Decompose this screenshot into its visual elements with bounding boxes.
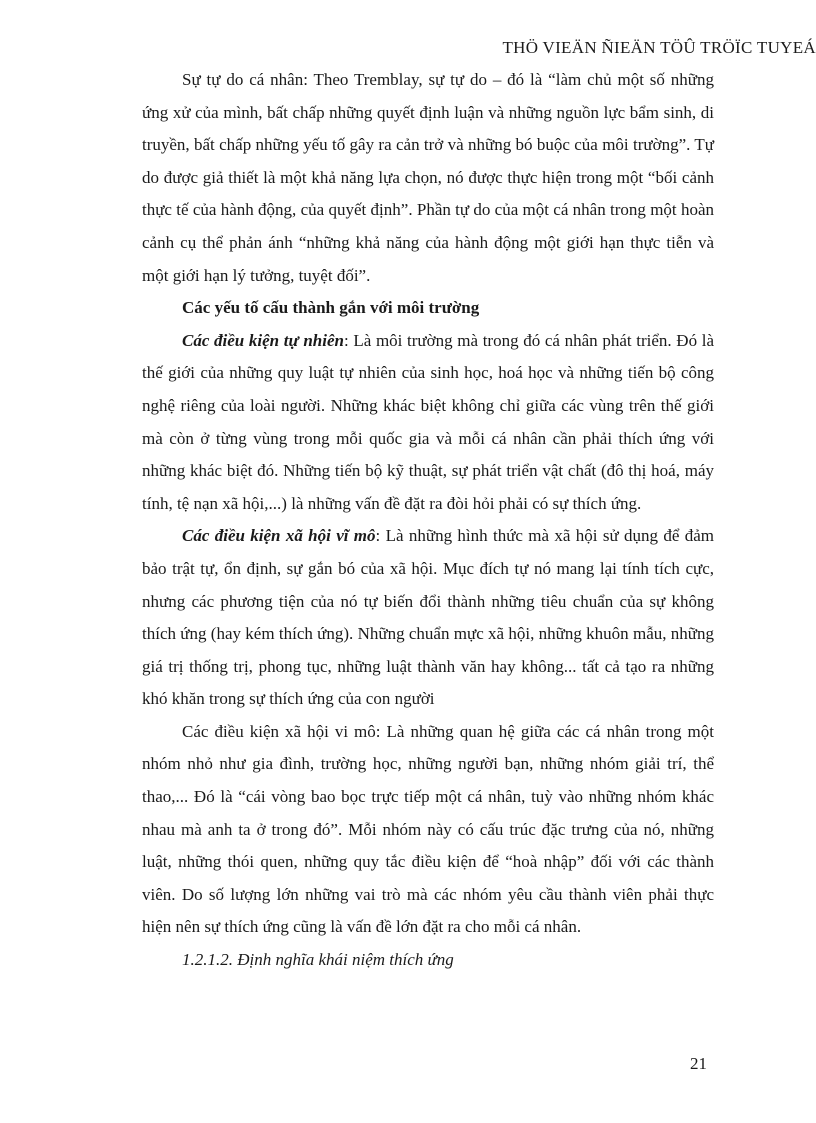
page-number: 21 xyxy=(690,1054,707,1073)
paragraph-natural-conditions xyxy=(142,325,714,521)
text-natural-conditions: : Là môi trường mà trong đó cá nhân phát triển. Đó là thế giới của những quy luật tự nhiên của sinh học, hoá học và những tiến bộ công nghệ riêng của loài người. Những khác biệt không chỉ giữa các vùng trên thế giới mà còn ở từng vùng trong mỗi quốc gia và mỗi cá nhân cần phải thích ứng với những khác biệt đó. Những tiến bộ kỹ thuật, sự phát triển vật chất (đô thị hoá, máy tính, tệ nạn xã hội,...) là những vấn đề đặt ra đòi hỏi phải có sự thích ứng. xyxy=(142,330,714,513)
paragraph-macro-social-conditions xyxy=(142,520,714,716)
running-header: THÖ VIEÄN ÑIEÄN TÖÛ TRÖÏC TUYEÁ xyxy=(502,38,816,57)
paragraph-personal-freedom: Sự tự do cá nhân: Theo Tremblay, sự tự do – đó là “làm chủ một số những ứng xử của mình, bất chấp những quyết định luận và những nguồn lực bẩm sinh, di truyền, bất chấp những yếu tố gây ra cản trở và những bó buộc của môi trường”. Tự do được giả thiết là một khả năng lựa chọn, nó được thực hiện trong một “bối cảnh thực tế của hành động, của quyết định”. Phần tự do của một cá nhân trong một hoàn cảnh cụ thể phản ánh “những khả năng của hành động một giới hạn thực tiễn và một giới hạn lý tưởng, tuyệt đối”. xyxy=(142,70,714,285)
section-heading: Các yếu tố cấu thành gắn với môi trường xyxy=(182,298,480,318)
text-macro-social-conditions: : Là những hình thức mà xã hội sử dụng để đảm bảo trật tự, ổn định, sự gắn bó của xã hội. Mục đích tự nó mang lại tính tích cực, nhưng các phương tiện của nó tự biến đổi thành những tiêu chuẩn của sự không thích ứng (hay kém thích ứng). Những chuẩn mực xã hội, những khuôn mẫu, những giá trị thống trị, phong tục, những luật thành văn hay không... tất cả tạo ra những khó khăn trong sự thích ứng của con người xyxy=(142,526,714,709)
term-macro-social-conditions: Các điều kiện xã hội vĩ mô xyxy=(182,526,376,546)
term-natural-conditions: Các điều kiện tự nhiên xyxy=(182,330,344,350)
page-body xyxy=(142,64,714,977)
subsection-heading: 1.2.1.2. Định nghĩa khái niệm thích ứng xyxy=(182,950,454,970)
paragraph-micro-social-conditions: Các điều kiện xã hội vi mô: Là những quan hệ giữa các cá nhân trong một nhóm nhỏ như gia đình, trường học, những người bạn, những nhóm giải trí, thể thao,... Đó là “cái vòng bao bọc trực tiếp một cá nhân, tuỳ vào những nhóm khác nhau mà anh ta ở trong đó”. Mỗi nhóm này có cấu trúc đặc trưng của nó, những luật, những thói quen, những quy tắc điều kiện để “hoà nhập” đối với các thành viên. Do số lượng lớn những vai trò mà các nhóm yêu cầu thành viên phải thực hiện nên sự thích ứng cũng là vấn đề lớn đặt ra cho mỗi cá nhân. xyxy=(142,721,714,937)
